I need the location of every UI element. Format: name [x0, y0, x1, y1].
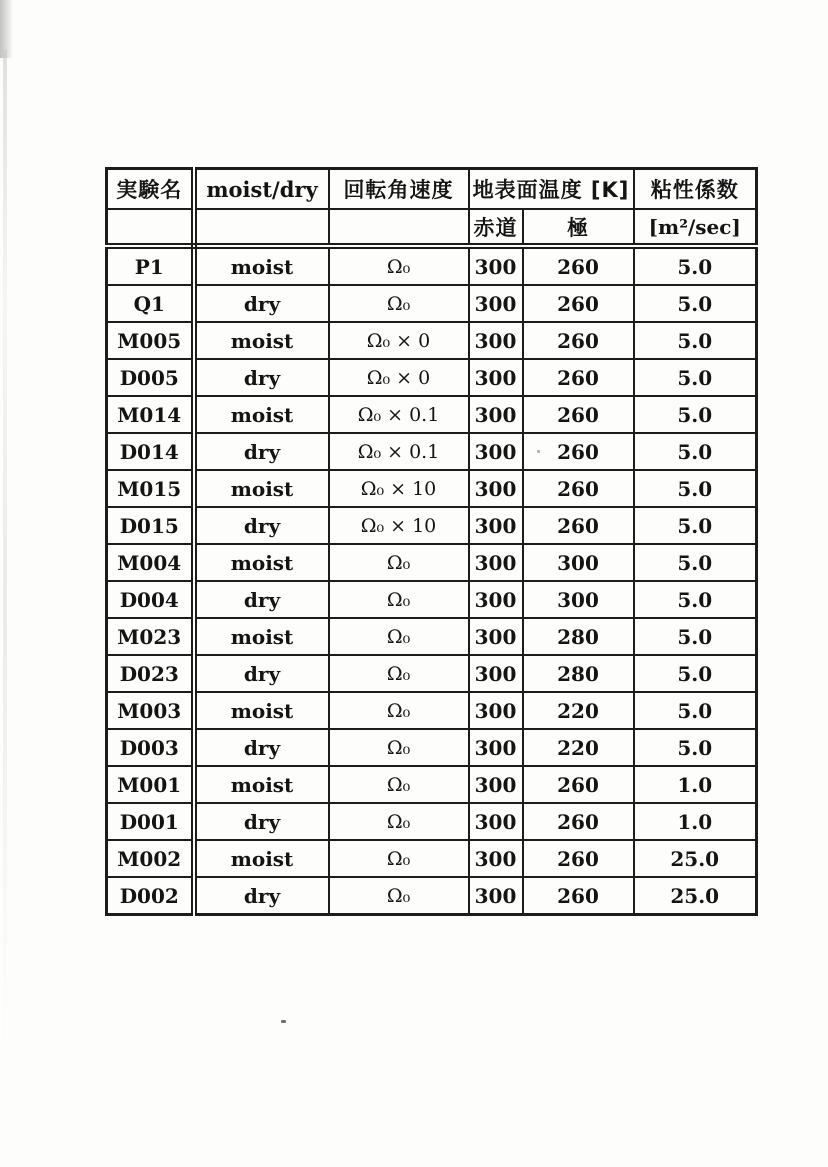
table-row [107, 507, 757, 544]
viscosity-cell: 5.0 [634, 618, 757, 655]
equator-temp-cell: 300 [469, 618, 523, 655]
table-row [107, 803, 757, 840]
equator-temp-cell: 300 [469, 322, 523, 359]
moist-dry-cell: moist [194, 766, 329, 803]
table-row [107, 396, 757, 433]
table-row [107, 359, 757, 396]
experiment-name-cell: D015 [107, 507, 194, 544]
equator-temp-cell: 300 [469, 507, 523, 544]
experiment-name-cell: M004 [107, 544, 194, 581]
table-group [107, 322, 757, 544]
moist-dry-cell: dry [194, 507, 329, 544]
moist-dry-cell: dry [194, 877, 329, 915]
header-row-main [107, 169, 757, 210]
header-viscosity: 粘性係数 [634, 169, 757, 210]
equator-temp-cell: 300 [469, 246, 523, 285]
moist-dry-cell: dry [194, 359, 329, 396]
moist-dry-cell: moist [194, 470, 329, 507]
viscosity-cell: 5.0 [634, 322, 757, 359]
experiment-name-cell: D003 [107, 729, 194, 766]
equator-temp-cell: 300 [469, 433, 523, 470]
viscosity-cell: 1.0 [634, 803, 757, 840]
moist-dry-cell: dry [194, 285, 329, 322]
rotation-rate-cell: Ω₀ [329, 618, 469, 655]
pole-temp-cell: 260 [523, 507, 634, 544]
experiment-table [105, 167, 758, 916]
table-row [107, 544, 757, 581]
moist-dry-cell: dry [194, 433, 329, 470]
equator-temp-cell: 300 [469, 877, 523, 915]
rotation-rate-cell: Ω₀ [329, 544, 469, 581]
viscosity-cell: 5.0 [634, 729, 757, 766]
equator-temp-cell: 300 [469, 470, 523, 507]
rotation-rate-cell: Ω₀ [329, 840, 469, 877]
equator-temp-cell: 300 [469, 359, 523, 396]
header-surface-temperature: 地表面温度 [K] [469, 169, 634, 210]
moist-dry-cell: moist [194, 396, 329, 433]
header-empty-cell [194, 209, 329, 246]
experiment-name-cell: M005 [107, 322, 194, 359]
experiment-name-cell: D001 [107, 803, 194, 840]
experiment-name-cell: M003 [107, 692, 194, 729]
table-row [107, 246, 757, 285]
experiment-name-cell: M015 [107, 470, 194, 507]
viscosity-cell: 5.0 [634, 359, 757, 396]
pole-temp-cell: 300 [523, 581, 634, 618]
pole-temp-cell: 220 [523, 692, 634, 729]
moist-dry-cell: dry [194, 729, 329, 766]
header-row-sub [107, 209, 757, 246]
rotation-rate-cell: Ω₀ × 10 [329, 470, 469, 507]
pole-temp-cell: 260 [523, 396, 634, 433]
equator-temp-cell: 300 [469, 655, 523, 692]
equator-temp-cell: 300 [469, 803, 523, 840]
moist-dry-cell: dry [194, 581, 329, 618]
pole-temp-cell: 260 [523, 322, 634, 359]
rotation-rate-cell: Ω₀ × 0 [329, 322, 469, 359]
experiment-name-cell: M002 [107, 840, 194, 877]
table-row [107, 618, 757, 655]
header-empty-cell [107, 209, 194, 246]
pole-temp-cell: 260 [523, 470, 634, 507]
table-row [107, 470, 757, 507]
rotation-rate-cell: Ω₀ × 0.1 [329, 433, 469, 470]
table-row [107, 433, 757, 470]
pole-temp-cell: 260 [523, 766, 634, 803]
rotation-rate-cell: Ω₀ [329, 766, 469, 803]
pole-temp-cell: 260 [523, 359, 634, 396]
rotation-rate-cell: Ω₀ × 10 [329, 507, 469, 544]
viscosity-cell: 5.0 [634, 470, 757, 507]
rotation-rate-cell: Ω₀ [329, 246, 469, 285]
table-group [107, 246, 757, 322]
pole-temp-cell: 260 [523, 433, 634, 470]
equator-temp-cell: 300 [469, 396, 523, 433]
experiment-name-cell: Q1 [107, 285, 194, 322]
viscosity-cell: 5.0 [634, 655, 757, 692]
rotation-rate-cell: Ω₀ [329, 285, 469, 322]
moist-dry-cell: moist [194, 322, 329, 359]
table-row [107, 285, 757, 322]
rotation-rate-cell: Ω₀ [329, 803, 469, 840]
experiment-name-cell: M014 [107, 396, 194, 433]
rotation-rate-cell: Ω₀ [329, 692, 469, 729]
table-row [107, 692, 757, 729]
header-viscosity-unit: [m²/sec] [634, 209, 757, 246]
moist-dry-cell: moist [194, 692, 329, 729]
viscosity-cell: 5.0 [634, 692, 757, 729]
rotation-rate-cell: Ω₀ [329, 877, 469, 915]
moist-dry-cell: dry [194, 655, 329, 692]
scan-edge-line [3, 50, 7, 1060]
rotation-rate-cell: Ω₀ × 0 [329, 359, 469, 396]
table-row [107, 840, 757, 877]
header-pole: 極 [523, 209, 634, 246]
table-row [107, 729, 757, 766]
equator-temp-cell: 300 [469, 692, 523, 729]
table-group [107, 544, 757, 766]
viscosity-cell: 1.0 [634, 766, 757, 803]
viscosity-cell: 5.0 [634, 581, 757, 618]
table-row [107, 581, 757, 618]
pole-temp-cell: 260 [523, 877, 634, 915]
equator-temp-cell: 300 [469, 581, 523, 618]
rotation-rate-cell: Ω₀ [329, 655, 469, 692]
pole-temp-cell: 220 [523, 729, 634, 766]
table-row [107, 877, 757, 915]
viscosity-cell: 5.0 [634, 396, 757, 433]
equator-temp-cell: 300 [469, 544, 523, 581]
header-rotation-rate: 回転角速度 [329, 169, 469, 210]
header-moist-dry: moist/dry [194, 169, 329, 210]
pole-temp-cell: 300 [523, 544, 634, 581]
pole-temp-cell: 280 [523, 655, 634, 692]
table-row [107, 655, 757, 692]
moist-dry-cell: dry [194, 803, 329, 840]
viscosity-cell: 5.0 [634, 544, 757, 581]
moist-dry-cell: moist [194, 544, 329, 581]
experiment-name-cell: D004 [107, 581, 194, 618]
viscosity-cell: 5.0 [634, 507, 757, 544]
viscosity-cell: 25.0 [634, 840, 757, 877]
table-row [107, 322, 757, 359]
experiment-name-cell: M001 [107, 766, 194, 803]
table-row [107, 766, 757, 803]
equator-temp-cell: 300 [469, 766, 523, 803]
header-experiment-name: 実験名 [107, 169, 194, 210]
moist-dry-cell: moist [194, 246, 329, 285]
experiment-name-cell: D023 [107, 655, 194, 692]
viscosity-cell: 5.0 [634, 433, 757, 470]
experiment-name-cell: D005 [107, 359, 194, 396]
pole-temp-cell: 260 [523, 803, 634, 840]
equator-temp-cell: 300 [469, 729, 523, 766]
pole-temp-cell: 260 [523, 840, 634, 877]
pole-temp-cell: 280 [523, 618, 634, 655]
moist-dry-cell: moist [194, 840, 329, 877]
header-empty-cell [329, 209, 469, 246]
rotation-rate-cell: Ω₀ × 0.1 [329, 396, 469, 433]
pole-temp-cell: 260 [523, 285, 634, 322]
pole-temp-cell: 260 [523, 246, 634, 285]
rotation-rate-cell: Ω₀ [329, 729, 469, 766]
viscosity-cell: 5.0 [634, 285, 757, 322]
viscosity-cell: 25.0 [634, 877, 757, 915]
experiment-name-cell: M023 [107, 618, 194, 655]
scan-speck [281, 1020, 286, 1023]
experiment-name-cell: D002 [107, 877, 194, 915]
header-equator: 赤道 [469, 209, 523, 246]
experiment-name-cell: P1 [107, 246, 194, 285]
viscosity-cell: 5.0 [634, 246, 757, 285]
equator-temp-cell: 300 [469, 285, 523, 322]
equator-temp-cell: 300 [469, 840, 523, 877]
moist-dry-cell: moist [194, 618, 329, 655]
experiment-name-cell: D014 [107, 433, 194, 470]
table-header [107, 169, 757, 247]
table-group [107, 766, 757, 915]
rotation-rate-cell: Ω₀ [329, 581, 469, 618]
